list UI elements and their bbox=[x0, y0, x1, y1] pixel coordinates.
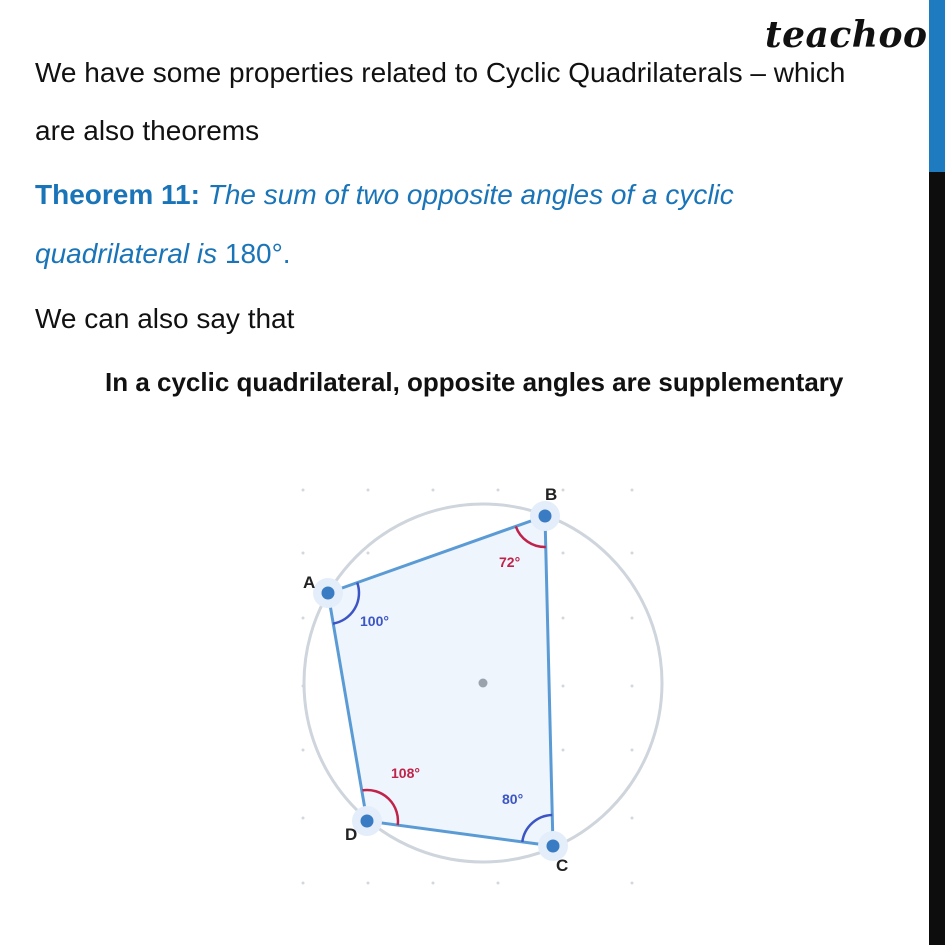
theorem-value: 180°. bbox=[224, 238, 291, 269]
cyclic-quadrilateral-figure bbox=[295, 478, 675, 898]
angle-label-b: 72° bbox=[499, 554, 521, 570]
theorem-line-2 bbox=[35, 237, 291, 271]
theorem-text-2: quadrilateral is bbox=[35, 238, 218, 269]
also-say-line: We can also say that bbox=[35, 303, 295, 334]
label-a: A bbox=[303, 573, 316, 592]
theorem-text-1: The sum of two opposite angles of a cyclic bbox=[207, 179, 734, 210]
intro-line-1: We have some properties related to Cyclic Quadrilaterals – which bbox=[35, 57, 846, 88]
teachoo-logo: teachoo bbox=[765, 14, 928, 56]
angle-label-a: 100° bbox=[360, 613, 389, 629]
vertex-b bbox=[539, 510, 552, 523]
label-b: B bbox=[545, 485, 558, 504]
vertex-a bbox=[322, 587, 335, 600]
scrollbar-thumb[interactable] bbox=[929, 0, 945, 172]
scrollbar[interactable] bbox=[929, 0, 945, 945]
label-d: D bbox=[345, 825, 358, 844]
supplementary-statement: In a cyclic quadrilateral, opposite angles are supplementary bbox=[105, 367, 844, 397]
intro-line-2: are also theorems bbox=[35, 115, 260, 146]
angle-label-d: 108° bbox=[391, 765, 420, 781]
theorem-line-1 bbox=[35, 178, 734, 212]
theorem-label: Theorem 11: bbox=[35, 179, 200, 210]
vertex-c bbox=[547, 840, 560, 853]
label-c: C bbox=[556, 856, 569, 875]
angle-label-c: 80° bbox=[502, 791, 524, 807]
vertex-d bbox=[361, 815, 374, 828]
circle-centre bbox=[479, 679, 488, 688]
